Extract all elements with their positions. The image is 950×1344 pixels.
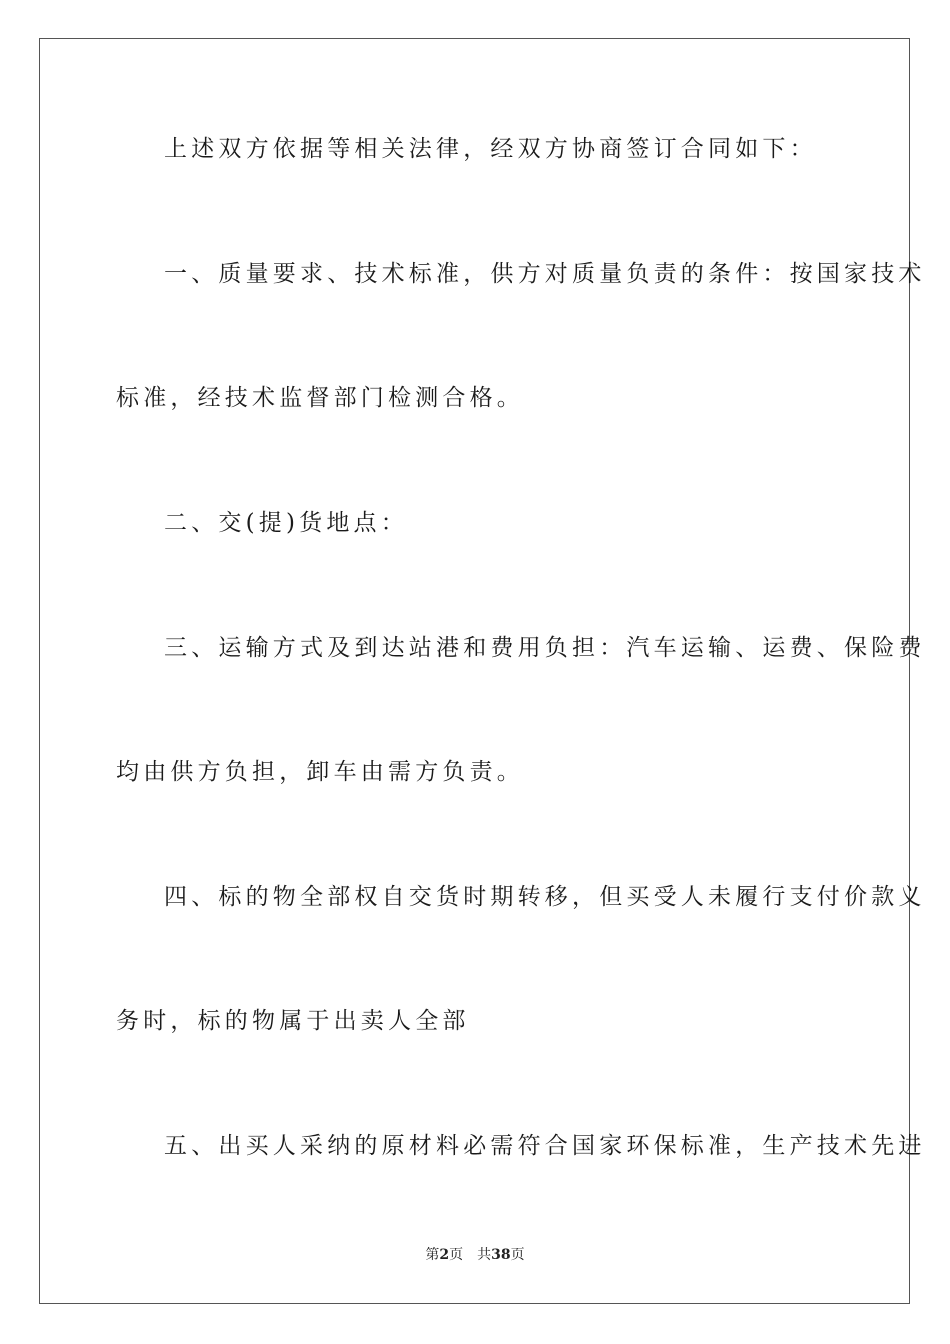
clause-2-line-1: 二、交(提)货地点：	[164, 510, 408, 536]
clause-4-line-1: 四、标的物全部权自交货时期转移，但买受人未履行支付价款义	[164, 884, 926, 910]
paragraph-intro: 上述双方依据等相关法律，经双方协商签订合同如下：	[164, 136, 817, 162]
page-border	[39, 38, 926, 1304]
page-prefix: 第	[425, 1247, 440, 1263]
total-prefix: 共	[477, 1247, 492, 1263]
clause-1-line-2: 标准，经技术监督部门检测合格。	[116, 385, 524, 411]
total-suffix: 页	[510, 1247, 525, 1263]
page-footer	[0, 1246, 950, 1264]
clause-3-line-1: 三、运输方式及到达站港和费用负担：汽车运输、运费、保险费	[164, 635, 926, 661]
page-suffix: 页	[449, 1247, 464, 1263]
clause-1-line-1: 一、质量要求、技术标准，供方对质量负责的条件：按国家技术	[164, 261, 926, 287]
clause-5-line-1: 五、出买人采纳的原材料必需符合国家环保标准，生产技术先进	[164, 1133, 926, 1159]
page-number: 2	[439, 1247, 450, 1263]
clause-4-line-2: 务时，标的物属于出卖人全部	[116, 1008, 470, 1034]
total-pages: 38	[491, 1247, 511, 1263]
clause-3-line-2: 均由供方负担，卸车由需方负责。	[116, 759, 524, 785]
